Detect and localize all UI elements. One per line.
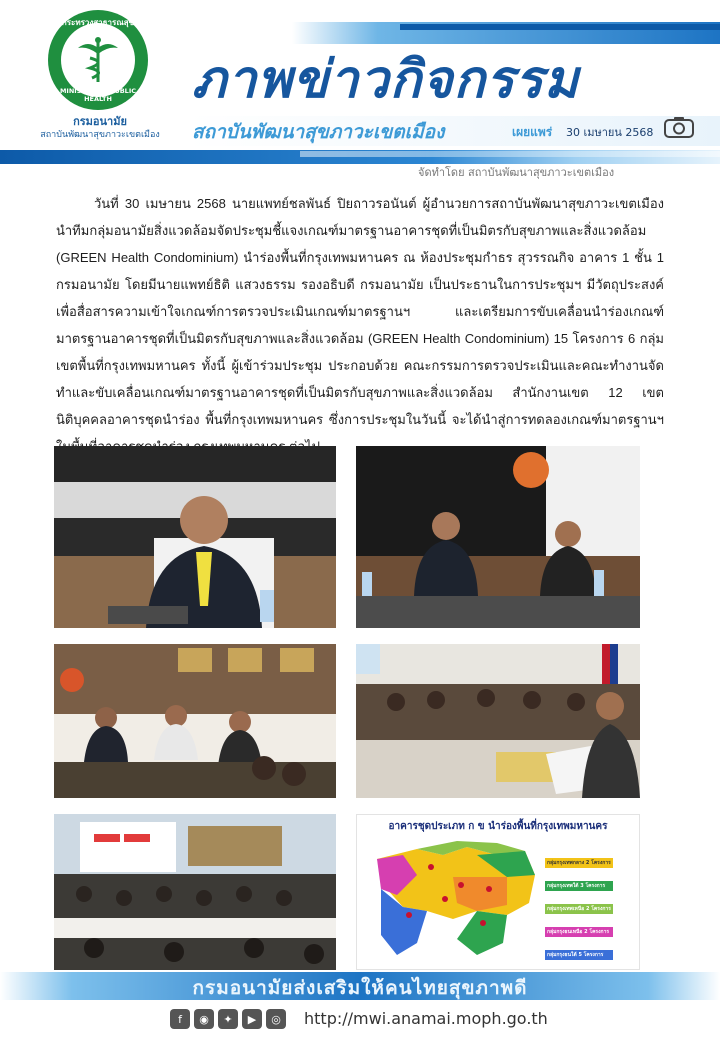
org-subtitle: สถาบันพัฒนาสุขภาวะเขตเมือง [40,130,160,140]
ministry-logo [48,10,148,110]
org-name: กรมอนามัย [73,115,127,128]
photo-meeting-table [356,446,640,628]
facebook-icon[interactable]: f [170,1009,190,1029]
page-subtitle: สถาบันพัฒนาสุขภาวะเขตเมือง [192,121,445,143]
website-url[interactable]: http://mwi.anamai.moph.go.th [304,1009,548,1028]
page-title: ภาพข่าวกิจกรรม [192,50,580,110]
photo-chairman-speaking [54,446,336,628]
legend-item: กลุ่มกรุงเทพใต้ 3 โครงการ [545,881,613,891]
made-by-text: จัดทำโดย สถาบันพัฒนาสุขภาวะเขตเมือง [418,166,615,179]
photo-presentation-room [54,814,336,970]
legend-item: กลุ่มกรุงธนเหนือ 2 โครงการ [545,927,613,937]
logo-emblem [61,23,135,97]
bangkok-zone-map [356,814,640,970]
legend-item: กลุ่มกรุงเทพกลาง 2 โครงการ [545,858,613,868]
camera-icon [664,116,694,138]
map-title: อาคารชุดประเภท ก ข นำร่องพื้นที่กรุงเทพมหานคร [388,821,608,832]
youtube-icon[interactable]: ▶ [242,1009,262,1029]
logo-ring-bottom-text: MINISTRY OF PUBLIC HEALTH [59,87,137,103]
twitter-icon[interactable]: ✦ [218,1009,238,1029]
photo-audience [356,644,640,798]
photo-participants-row [54,644,336,798]
line-icon[interactable]: ◉ [194,1009,214,1029]
article-body: วันที่ 30 เมษายน 2568 นายแพทย์ชลพันธ์ ปิยถาวรอนันต์ ผู้อำนวยการสถาบันพัฒนาสุขภาวะเขตเมือง นำทีมกลุ่มอนามัยสิ่งแวดล้อมจัดประชุมชี้แจงเกณฑ์มาตรฐานอาคารชุดที่เป็นมิตรกับสุขภาพและสิ่งแวดล้อม (GREEN Health Condominium) นำร่องพื้นที่กรุงเทพมหานคร ณ ห้องประชุมกำธร สุวรรณกิจ อาคาร 1 ชั้น 1 กรมอนามัย โดยมีนายแพทย์ธิติ แสวงธรรม รองอธิบดี กรมอนามัย เป็นประธานในการประชุมฯ มีวัตถุประสงค์เพื่อสื่อสารความเข้าใจเกณฑ์การตรวจประเมินเกณฑ์มาตรฐานฯ และเตรียมการขับเคลื่อนนำร่องเกณฑ์มาตรฐานอาคารชุดที่เป็นมิตรกับสุขภาพและสิ่งแวดล้อม (GREEN Health Condominium) 15 โครงการ 6 กลุ่มเขตพื้นที่กรุงเทพมหานคร ทั้งนี้ ผู้เข้าร่วมประชุม ประกอบด้วย คณะกรรมการตรวจประเมินและคณะทำงานจัดทำและขับเคลื่อนเกณฑ์มาตรฐานอาคารชุดที่เป็นมิตรกับสุขภาพและสิ่งแวดล้อม สำนักงานเขต 12 เขต นิติบุคคลอาคารชุดนำร่อง พื้นที่กรุงเทพมหานคร ซึ่งการประชุมในวันนี้ จะได้นำสู่การทดลองเกณฑ์มาตรฐานฯ [56,196,664,427]
map-legend [545,845,637,960]
legend-item: กลุ่มกรุงธนใต้ 5 โครงการ [545,950,613,960]
legend-item: กลุ่มกรุงเทพเหนือ 2 โครงการ [545,904,613,914]
publish-label: เผยแพร่ [512,125,553,139]
publish-date: 30 เมษายน 2568 [566,126,654,139]
dribbble-icon[interactable]: ◎ [266,1009,286,1029]
header-top-stripe-dark [400,24,720,30]
logo-ring-top-text: กระทรวงสาธารณสุข [61,18,135,27]
header-blue-band-highlight [300,151,720,157]
caduceus-icon [72,34,124,86]
footer-slogan: กรมอนามัยส่งเสริมให้คนไทยสุขภาพดี [192,977,528,999]
social-links [170,1009,286,1029]
